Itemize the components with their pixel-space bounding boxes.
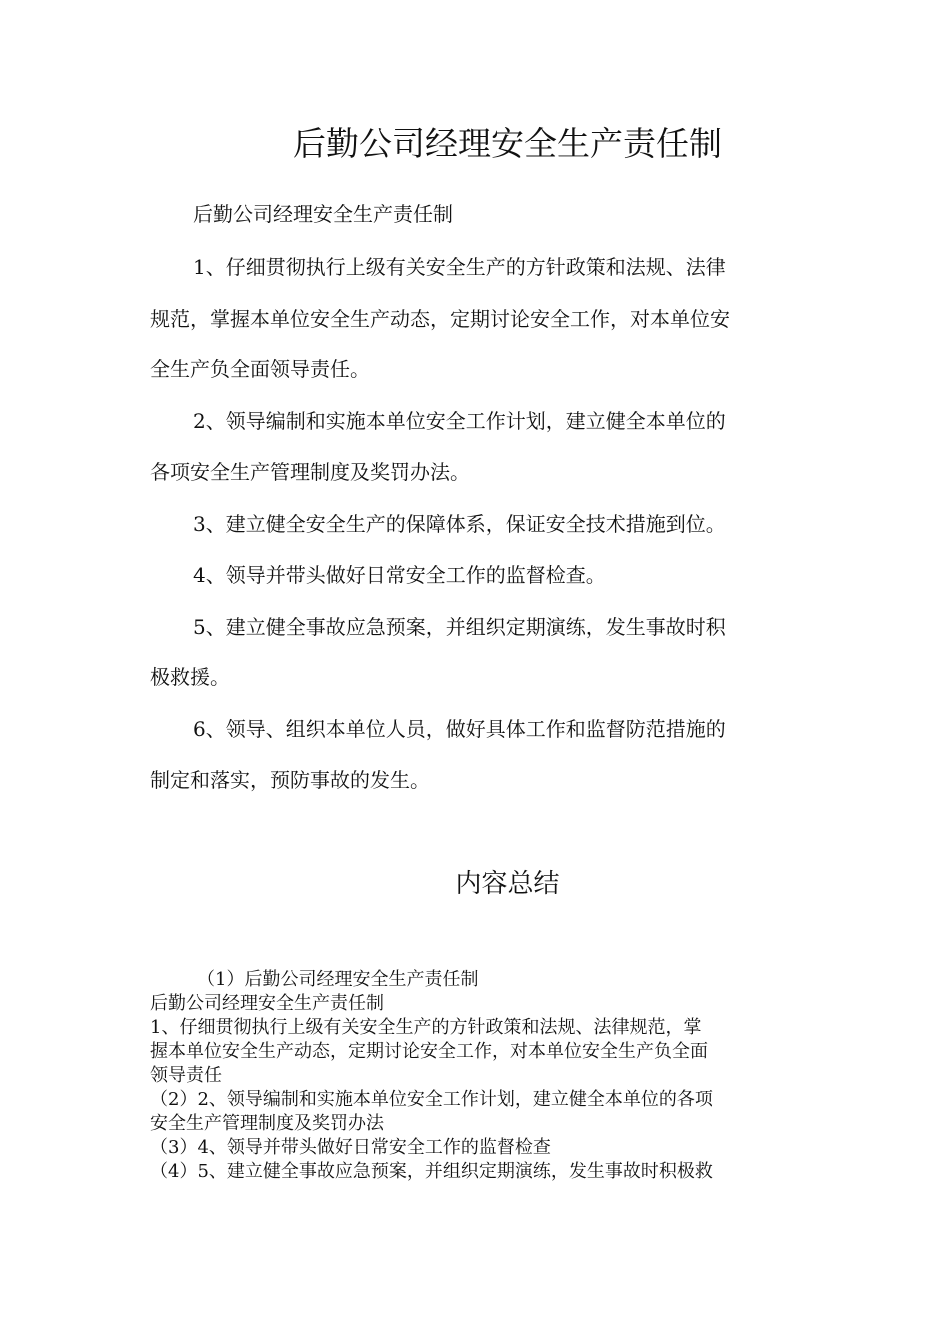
summary-line-6: （2）2、领导编制和实施本单位安全工作计划，建立健全本单位的各项 [150, 1089, 713, 1110]
summary-line-5: 领导责任 [150, 1065, 222, 1086]
summary-line-8: （3）4、领导并带头做好日常安全工作的监督检查 [150, 1137, 551, 1158]
summary-line-4: 握本单位安全生产动态，定期讨论安全工作，对本单位安全生产负全面 [150, 1041, 708, 1062]
body-line-4: 2、领导编制和实施本单位安全工作计划，建立健全本单位的 [193, 409, 726, 433]
summary-line-1: （1）后勤公司经理安全生产责任制 [197, 969, 479, 990]
document-subtitle: 后勤公司经理安全生产责任制 [193, 202, 453, 226]
body-line-10: 6、领导、组织本单位人员，做好具体工作和监督防范措施的 [193, 717, 726, 741]
summary-line-3: 1、仔细贯彻执行上级有关安全生产的方针政策和法规、法律规范，掌 [150, 1017, 702, 1038]
body-line-1: 1、仔细贯彻执行上级有关安全生产的方针政策和法规、法律 [193, 255, 726, 279]
summary-title: 内容总结 [455, 869, 560, 899]
body-line-7: 4、领导并带头做好日常安全工作的监督检查。 [193, 563, 606, 587]
body-line-5: 各项安全生产管理制度及奖罚办法。 [150, 460, 470, 484]
summary-line-9: （4）5、建立健全事故应急预案，并组织定期演练，发生事故时积极救 [150, 1161, 713, 1182]
body-line-8: 5、建立健全事故应急预案，并组织定期演练，发生事故时积 [193, 615, 726, 639]
body-line-6: 3、建立健全安全生产的保障体系，保证安全技术措施到位。 [193, 512, 726, 536]
summary-line-7: 安全生产管理制度及奖罚办法 [150, 1113, 384, 1134]
document-title: 后勤公司经理安全生产责任制 [293, 124, 722, 163]
body-line-11: 制定和落实，预防事故的发生。 [150, 768, 430, 792]
body-line-9: 极救援。 [150, 665, 230, 689]
body-line-2: 规范，掌握本单位安全生产动态，定期讨论安全工作，对本单位安 [150, 307, 730, 331]
summary-line-2: 后勤公司经理安全生产责任制 [150, 993, 384, 1014]
body-line-3: 全生产负全面领导责任。 [150, 357, 370, 381]
